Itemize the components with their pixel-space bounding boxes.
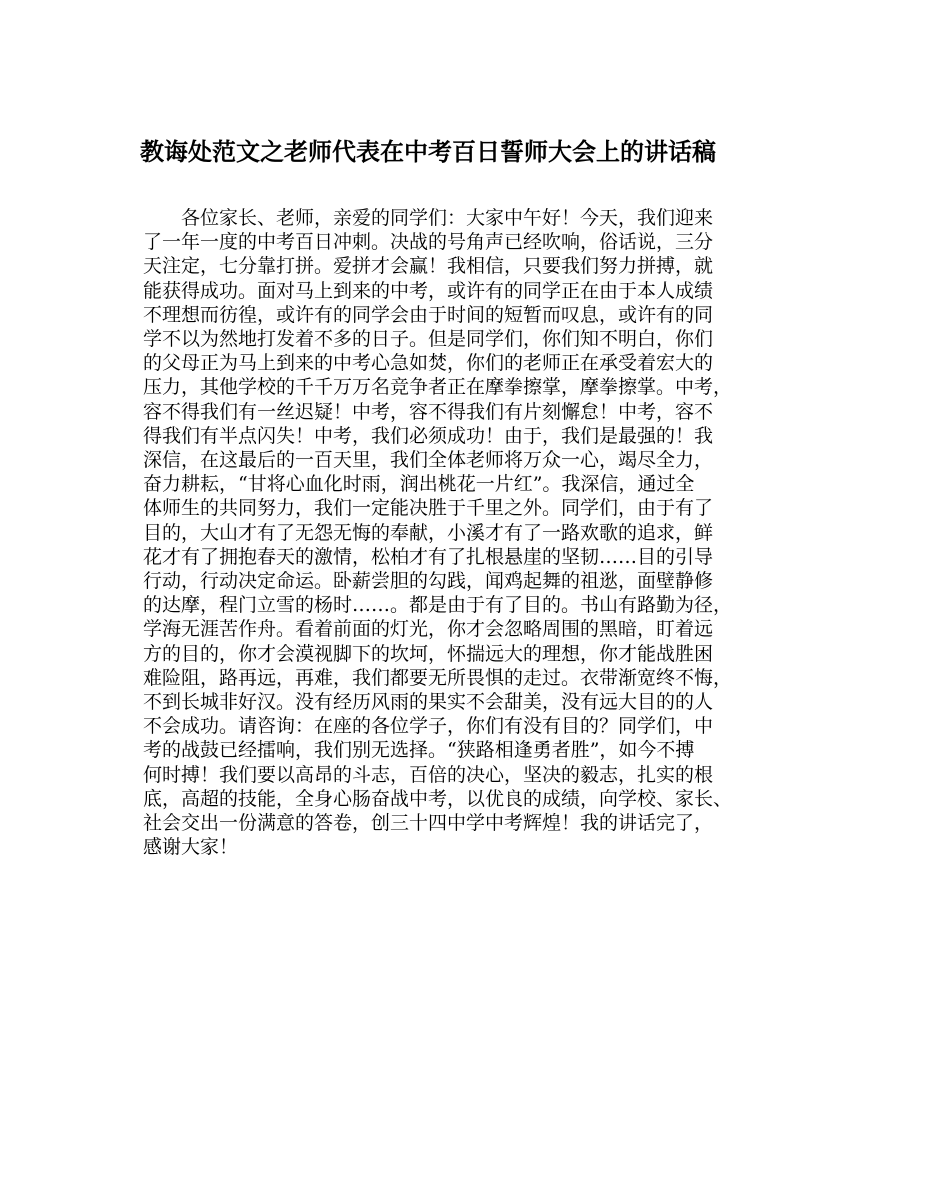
body-line: 考的战鼓已经擂响，我们别无选择。“狭路相逢勇者胜”，如今不搏 xyxy=(143,739,695,762)
body-line: 行动，行动决定命运。卧薪尝胆的勾践，闻鸡起舞的祖逖，面壁静修 xyxy=(143,570,714,593)
body-line: 底，高超的技能，全身心肠奋战中考，以优良的成绩，向学校、家长、 xyxy=(143,787,733,810)
body-line: 了一年一度的中考百日冲刺。决战的号角声已经吹响，俗话说，三分 xyxy=(143,231,714,254)
body-line: 学不以为然地打发着不多的日子。但是同学们，你们知不明白，你们 xyxy=(143,328,714,351)
body-line: 压力，其他学校的千千万万名竞争者正在摩拳擦掌，摩拳擦掌。中考， xyxy=(143,376,733,399)
body-line: 的父母正为马上到来的中考心急如焚，你们的老师正在承受着宏大的 xyxy=(143,352,714,375)
body-line: 奋力耕耘，“甘将心血化时雨，润出桃花一片红”。我深信，通过全 xyxy=(143,473,695,496)
body-line: 花才有了拥抱春天的激情，松柏才有了扎根悬崖的坚韧……目的引导 xyxy=(143,545,714,568)
document-title: 教诲处范文之老师代表在中考百日誓师大会上的讲话稿 xyxy=(140,137,716,166)
body-line: 难险阻，路再远，再难，我们都要无所畏惧的走过。衣带渐宽终不悔， xyxy=(143,666,733,689)
body-line: 方的目的，你才会漠视脚下的坎坷，怀揣远大的理想，你才能战胜困 xyxy=(143,642,714,665)
body-line: 能获得成功。面对马上到来的中考，或许有的同学正在由于本人成绩 xyxy=(143,279,714,302)
body-line: 不会成功。请咨询：在座的各位学子，你们有没有目的？同学们，中 xyxy=(143,715,714,738)
body-line: 不到长城非好汉。没有经历风雨的果实不会甜美，没有远大目的的人 xyxy=(143,691,714,714)
body-line: 容不得我们有一丝迟疑！中考，容不得我们有片刻懈怠！中考，容不 xyxy=(143,400,714,423)
body-line: 得我们有半点闪失！中考，我们必须成功！由于，我们是最强的！我 xyxy=(143,424,714,447)
body-line: 各位家长、老师，亲爱的同学们：大家中午好！今天，我们迎来 xyxy=(181,207,714,229)
body-line: 学海无涯苦作舟。看着前面的灯光，你才会忽略周围的黑暗，盯着远 xyxy=(143,618,714,641)
document-body xyxy=(143,206,823,859)
body-line: 目的，大山才有了无怨无悔的奉献，小溪才有了一路欢歌的追求，鲜 xyxy=(143,521,714,544)
body-line: 体师生的共同努力，我们一定能决胜于千里之外。同学们，由于有了 xyxy=(143,497,714,520)
body-line: 何时搏！我们要以高昂的斗志，百倍的决心，坚决的毅志，扎实的根 xyxy=(143,763,714,786)
body-line: 天注定，七分靠打拼。爱拼才会赢！我相信，只要我们努力拼搏，就 xyxy=(143,255,714,278)
body-line: 的达摩，程门立雪的杨时……。都是由于有了目的。书山有路勤为径， xyxy=(143,594,733,617)
body-line: 感谢大家！ xyxy=(143,836,239,859)
body-line: 社会交出一份满意的答卷，创三十四中学中考辉煌！我的讲话完了， xyxy=(143,812,714,835)
body-line: 不理想而彷徨，或许有的同学会由于时间的短暂而叹息，或许有的同 xyxy=(143,303,714,326)
body-line: 深信，在这最后的一百天里，我们全体老师将万众一心，竭尽全力， xyxy=(143,449,714,472)
